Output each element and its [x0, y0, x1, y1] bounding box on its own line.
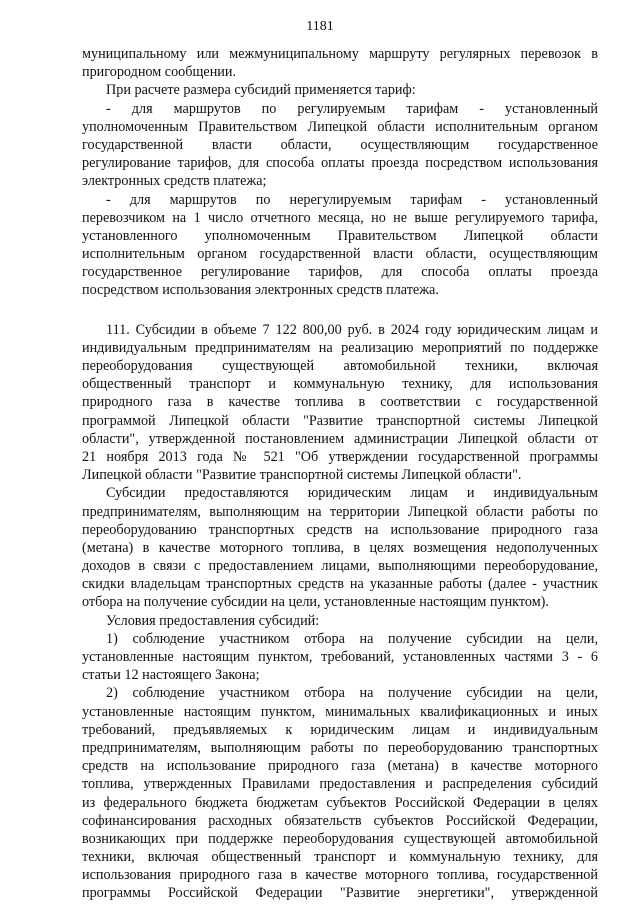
- text-line: - для маршрутов по нерегулируемым тарифам - установленный: [106, 191, 598, 208]
- text-line: переоборудованию транспортных средств на использование природного газа: [82, 521, 598, 538]
- text-line: софинансирования расходных обязательств субъектов Российской Федерации,: [82, 812, 598, 829]
- text-line: установленные настоящим пунктом, требований, установленных частями 3 - 6: [82, 649, 598, 665]
- paragraph: [82, 100, 598, 191]
- paragraph: [82, 45, 598, 81]
- text-line: программой Липецкой области "Развитие транспортной системы Липецкой: [82, 412, 598, 429]
- text-line: индивидуальным предпринимателям на реализацию мероприятий по поддержке: [82, 339, 598, 356]
- text-line: переоборудования существующей автомобильной техники, включая: [82, 358, 598, 374]
- text-line: программы Российской Федерации "Развитие энергетики", утвержденной: [82, 885, 598, 902]
- text-line: отбора на получение субсидии на цели, установленные настоящим пунктом).: [82, 594, 549, 611]
- text-line: государственной власти области, осуществляющим государственное: [82, 136, 598, 153]
- text-line: скидки владельцам транспортных средств на указанные работы (далее - участник: [82, 576, 598, 593]
- text-line: Субсидии предоставляются юридическим лицам и индивидуальным: [106, 485, 598, 502]
- text-line: из федерального бюджета бюджетам субъектов Российской Федерации в целях: [82, 794, 598, 811]
- text-line: перевозчиком на 1 число отчетного месяца, но не выше регулируемого тарифа,: [82, 209, 598, 226]
- text-line: средств на использование природного газа (метана) в качестве моторного: [82, 758, 598, 775]
- text-line: электронных средств платежа;: [82, 173, 267, 190]
- text-line: общественный транспорт и коммунальную технику, для использования: [82, 376, 598, 393]
- text-line: регулирование тарифов, для способа оплаты проезда посредством использования: [82, 155, 598, 172]
- paragraph: [82, 484, 598, 611]
- document-body: [82, 45, 598, 903]
- text-line: доходов в связи с предоставлением лицами, выполняющими переоборудование,: [82, 558, 598, 575]
- paragraph: [82, 684, 598, 902]
- text-line: установленные настоящим пунктом, минимальных квалификационных и иных: [82, 703, 598, 720]
- paragraph: [82, 191, 598, 300]
- text-line: 1) соблюдение участником отбора на получение субсидии на цели,: [106, 630, 598, 647]
- text-line: области", утвержденной постановлением администрации Липецкой области от: [82, 430, 598, 447]
- text-line: природного газа в качестве топлива в соответствии с государственной: [82, 394, 598, 411]
- text-line: (метана) в качестве моторного топлива, в целях возмещения недополученных: [82, 539, 598, 556]
- text-line: техники, включая общественный транспорт и коммунальную технику, для: [82, 849, 598, 866]
- text-line: государственное регулирование тарифов, для способа оплаты проезда: [82, 264, 598, 281]
- page-number: 1181: [306, 19, 334, 34]
- paragraph: [82, 321, 598, 485]
- paragraph: [82, 630, 598, 685]
- text-line: муниципальному или межмуниципальному маршруту регулярных перевозок в: [82, 46, 598, 62]
- text-line: 111. Субсидии в объеме 7 122 800,00 руб. в 2024 году юридическим лицам и: [106, 321, 598, 338]
- paragraph: [82, 81, 598, 99]
- text-line: топлива, утвержденных Правилами предоставления и распределения субсидий: [82, 776, 598, 793]
- text-line: 2) соблюдение участником отбора на получение субсидии на цели,: [106, 685, 598, 702]
- text-line: посредством использования электронных средств платежа.: [82, 282, 439, 299]
- text-line: возникающих при поддержке переоборудования существующей автомобильной: [82, 830, 598, 847]
- text-line: - для маршрутов по регулируемым тарифам - установленный: [106, 100, 598, 117]
- text-line: пригородном сообщении.: [82, 64, 237, 81]
- text-line: Условия предоставления субсидий:: [106, 612, 320, 629]
- paragraph: [82, 612, 598, 630]
- text-line: При расчете размера субсидий применяется тариф:: [106, 82, 416, 99]
- text-line: статьи 12 настоящего Закона;: [82, 667, 260, 684]
- text-line: исполнительным органом государственной власти области, осуществляющим: [82, 246, 598, 263]
- text-line: 21 ноября 2013 года № 521 "Об утверждении государственной программы: [82, 448, 598, 465]
- text-line: предпринимателям, выполняющим на территории Липецкой области работы по: [82, 503, 598, 520]
- text-line: использования природного газа в качестве моторного топлива, государственной: [82, 867, 598, 884]
- text-line: требований, предъявляемых к юридическим лицам и индивидуальным: [82, 721, 598, 738]
- text-line: Липецкой области "Развитие транспортной системы Липецкой области".: [82, 467, 522, 484]
- text-line: установленного уполномоченным Правительством Липецкой области: [82, 227, 598, 244]
- paragraph-gap: [82, 300, 598, 321]
- text-line: предпринимателям, выполняющим работы по переоборудованию транспортных: [82, 739, 598, 756]
- text-line: уполномоченным Правительством Липецкой области исполнительным органом: [82, 118, 598, 135]
